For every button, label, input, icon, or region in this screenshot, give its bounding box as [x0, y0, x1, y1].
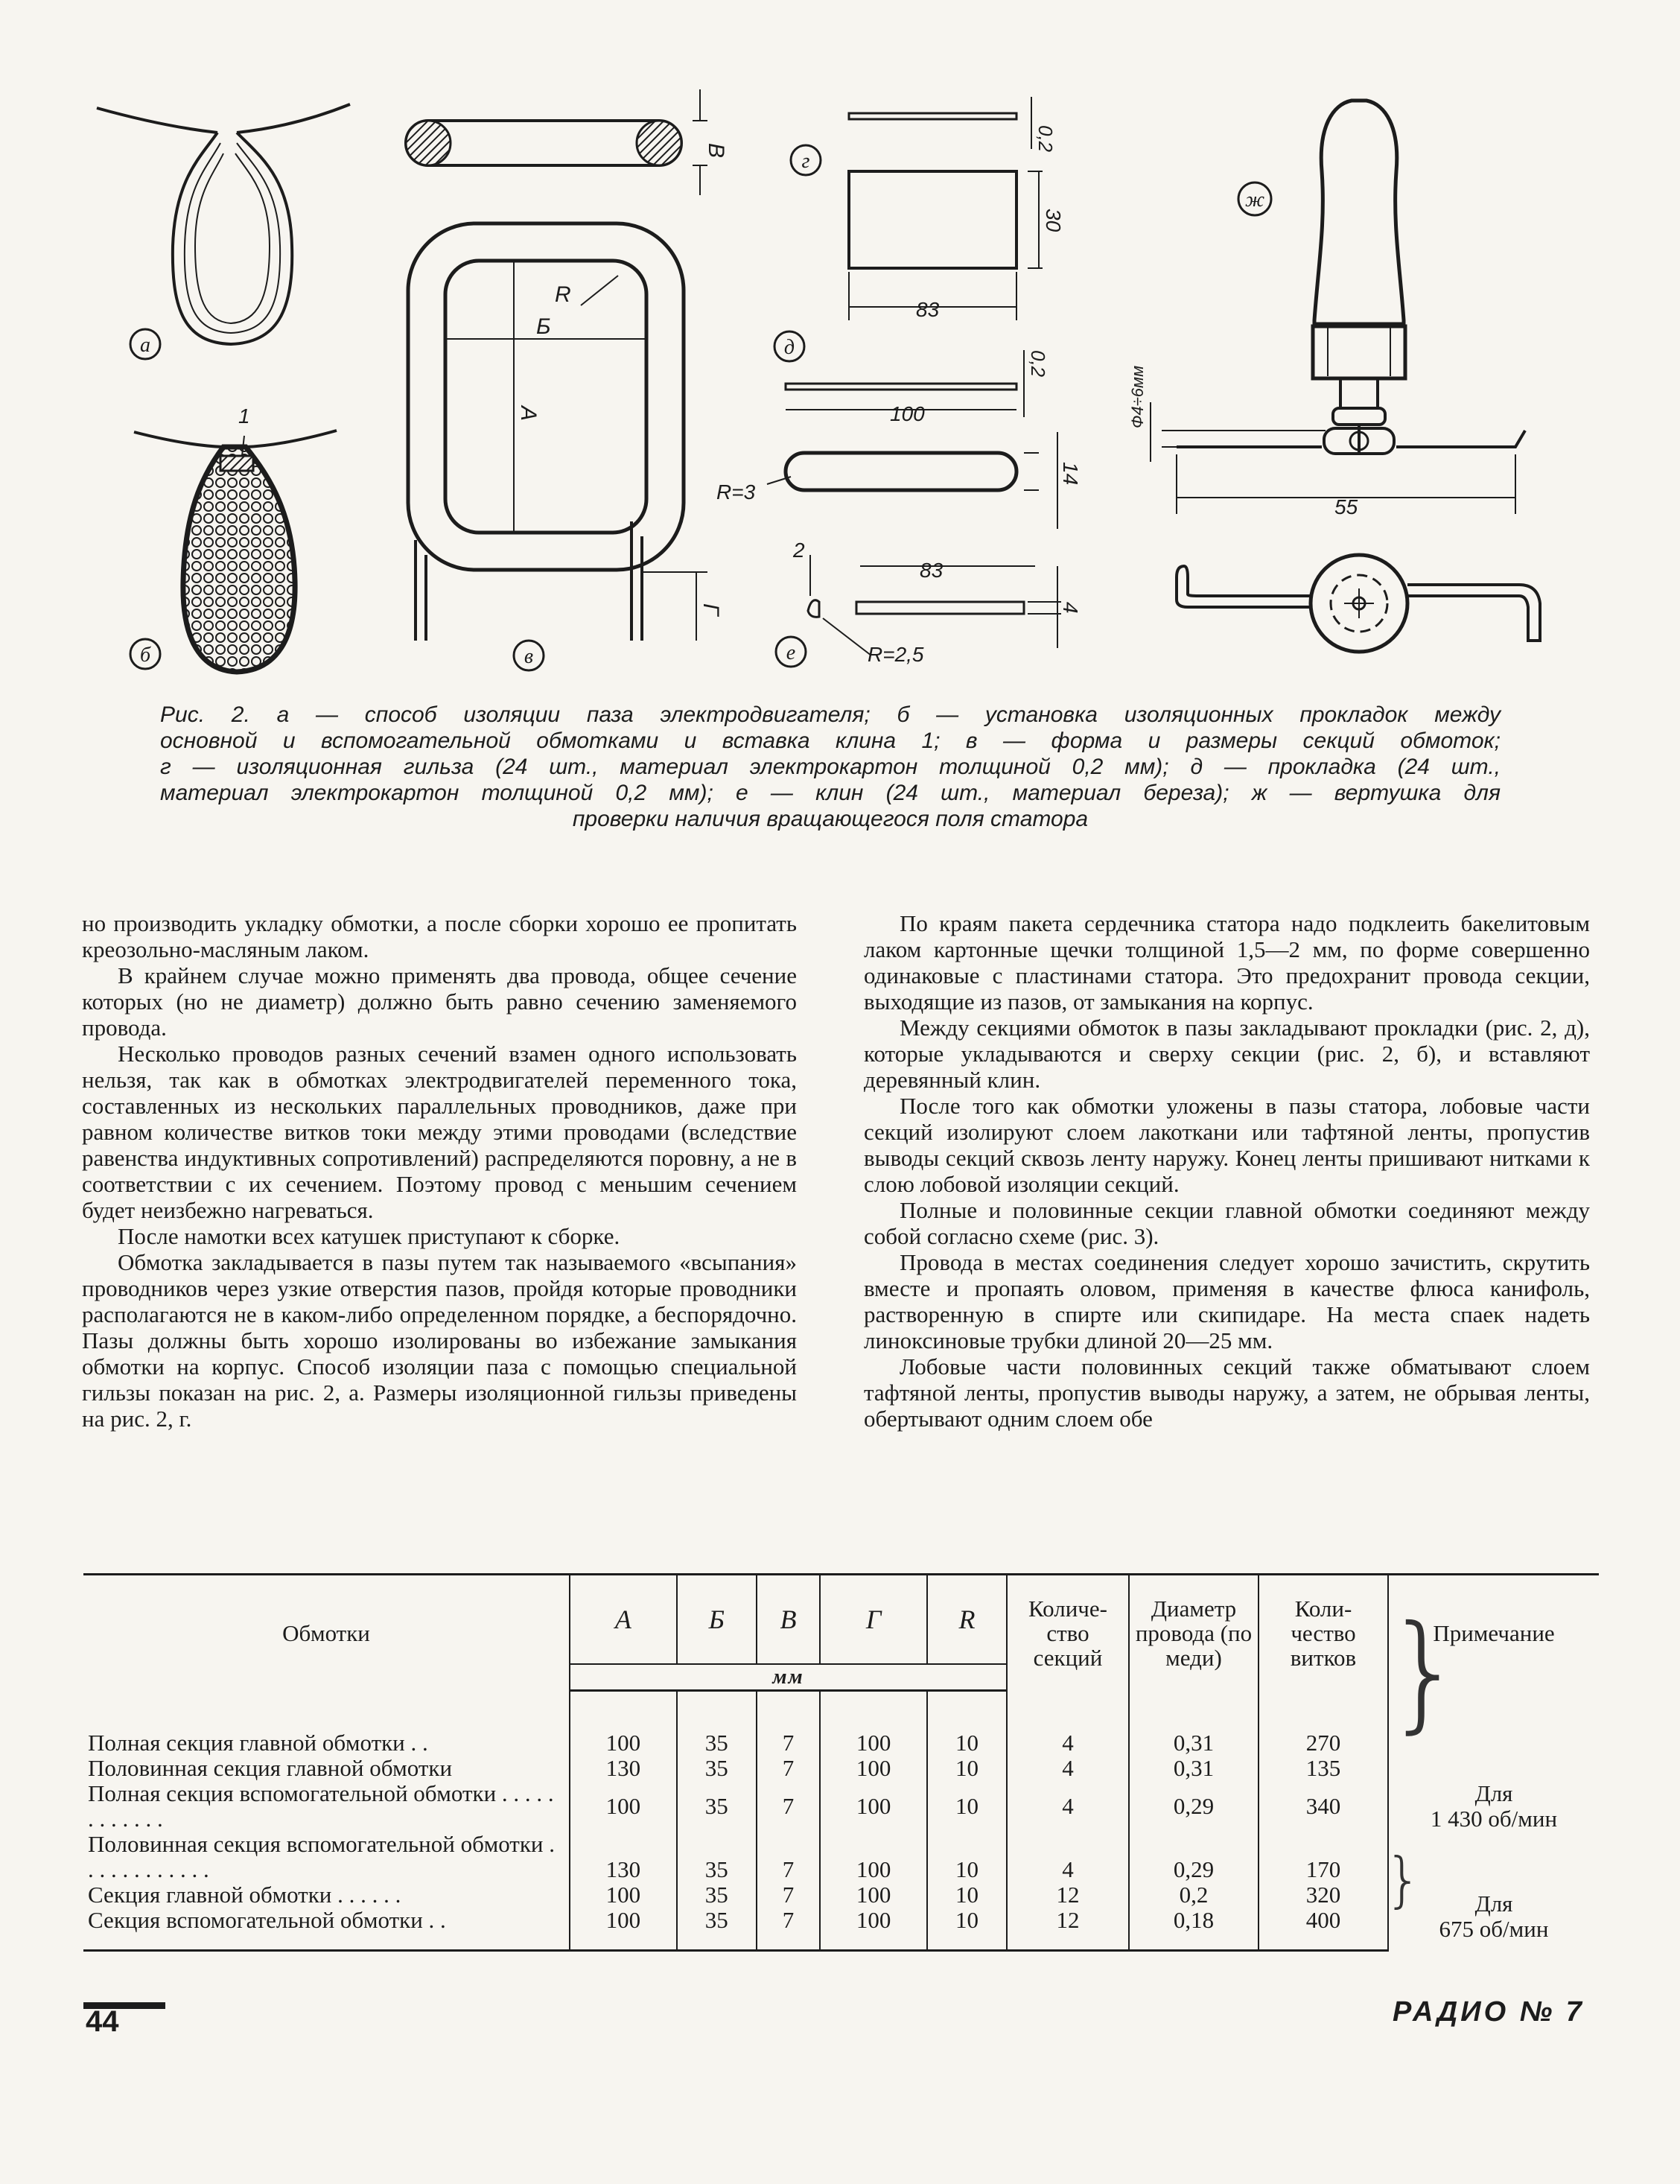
cell: Полная секция вспомогательной обмотки . . . . . . . . . . . . — [88, 1780, 554, 1832]
table-row — [83, 1882, 1599, 1908]
col-header-b: Б — [677, 1575, 757, 1665]
cell: 4 — [1007, 1832, 1129, 1882]
table-row — [83, 1781, 1599, 1832]
col-header-diameter: Диаметр провода (по меди) — [1129, 1575, 1259, 1691]
figure-caption — [160, 702, 1501, 832]
cell: 7 — [757, 1908, 821, 1951]
cell: 10 — [927, 1730, 1007, 1756]
text-column-right — [864, 910, 1590, 1432]
cell: 35 — [677, 1882, 757, 1908]
page-number: 44 — [86, 2005, 119, 2038]
cell: 100 — [820, 1781, 927, 1832]
fig-d-separator — [716, 331, 1082, 529]
svg-text:83: 83 — [916, 298, 940, 321]
cell: Полная секция главной обмотки . . — [88, 1730, 428, 1756]
cell: Половинная секция вспомогательной обмотки . . . . . . . . . . . . — [88, 1831, 555, 1882]
note-line: Для — [1474, 1780, 1513, 1806]
note-line: Для — [1474, 1890, 1513, 1917]
svg-text:R: R — [555, 282, 571, 307]
cell: 4 — [1007, 1756, 1129, 1781]
cell: 100 — [820, 1908, 927, 1951]
col-header-a: А — [570, 1575, 677, 1665]
caption-line: Рис. 2. а — способ изоляции паза электродвигателя; б — установка изоляционных прокладок между — [160, 702, 1501, 727]
unit-label: мм — [570, 1664, 1007, 1691]
cell: 7 — [757, 1730, 821, 1756]
cell: 0,31 — [1129, 1756, 1259, 1781]
svg-text:100: 100 — [890, 402, 925, 425]
fig-a-slot-insulation — [97, 104, 350, 344]
paragraph: В крайнем случае можно применять два провода, общее сечение которых (но не диаметр) должно быть равно сечению заменяемого провода. — [82, 962, 797, 1041]
cell: Секция главной обмотки . . . . . . — [88, 1882, 401, 1908]
brace-icon: } — [1384, 1845, 1422, 1914]
svg-text:Б: Б — [536, 314, 551, 339]
svg-text:в: в — [524, 645, 534, 668]
paragraph: Несколько проводов разных сечений взамен одного использовать нельзя, так как в обмотках электродвигателей переменного тока, составленных из нескольких параллельных проводников, даже при равном количестве витков токи между этими проводами (вследствие равенства индуктивных сопротивлений) распределяются поровну, а не в соответствии с их сечением. Поэтому провод с меньшим сечением будет неизбежно нагреваться. — [82, 1041, 797, 1223]
cell: 320 — [1259, 1882, 1388, 1908]
cell: 100 — [570, 1908, 677, 1951]
cell: 0,29 — [1129, 1832, 1259, 1882]
cell: 100 — [570, 1882, 677, 1908]
paragraph: Обмотка закладывается в пазы путем так называемого «всыпания» проводников через узкие отверстия пазов, пройдя которые проводники располагаются не в каком-либо определенном порядке, а беспорядочно. Пазы должны быть хорошо изолированы во избежание замыкания обмотки на корпус. Способ изоляции паза с помощью специальной гильзы показан на рис. 2, а. Размеры изоляционной гильзы приведены на рис. 2, г. — [82, 1249, 797, 1432]
cell: 35 — [677, 1730, 757, 1756]
text-column-left — [82, 910, 797, 1432]
col-header-note: Примечание — [1388, 1575, 1599, 1691]
cell: 100 — [820, 1756, 927, 1781]
cell: 4 — [1007, 1781, 1129, 1832]
cell: 100 — [820, 1832, 927, 1882]
winding-table — [83, 1573, 1599, 1952]
paragraph: По краям пакета сердечника статора надо подклеить бакелитовым лаком картонные щечки толщиной 1,5—2 мм, по форме совершенно одинаковые с пластинами статора. Это предохранит провода секции, выходящие из пазов, от замыкания на корпус. — [864, 910, 1590, 1015]
cell: 7 — [757, 1781, 821, 1832]
table-row — [83, 1730, 1599, 1756]
cell: 7 — [757, 1756, 821, 1781]
letter-b — [130, 639, 160, 669]
figure-2 — [0, 0, 1680, 693]
col-header-name: Обмотки — [83, 1575, 570, 1691]
cell: 10 — [927, 1832, 1007, 1882]
svg-text:R=2,5: R=2,5 — [868, 643, 924, 666]
table-row — [83, 1908, 1599, 1951]
svg-text:Г: Г — [699, 603, 723, 616]
table-row — [83, 1832, 1599, 1882]
svg-text:0,2: 0,2 — [1034, 125, 1057, 153]
cell: 130 — [570, 1832, 677, 1882]
letter-a — [130, 329, 160, 359]
journal-name: РАДИО № 7 — [1393, 1996, 1585, 2028]
fig-e-wedge — [776, 539, 1082, 667]
note-line: 675 об/мин — [1439, 1915, 1549, 1942]
cell: 10 — [927, 1908, 1007, 1951]
cell: 10 — [927, 1756, 1007, 1781]
svg-text:А: А — [516, 406, 541, 422]
paragraph: Между секциями обмоток в пазы закладывают прокладки (рис. 2, д), которые укладываются и сверху секции (рис. 2, б), и вставляют деревянный клин. — [864, 1015, 1590, 1093]
cell: 7 — [757, 1882, 821, 1908]
caption-line: основной и вспомогательной обмотками и вставка клина 1; в — форма и размеры секций обмоток; — [160, 728, 1501, 753]
cell: 100 — [570, 1730, 677, 1756]
cell: 35 — [677, 1781, 757, 1832]
svg-text:б: б — [139, 644, 151, 667]
cell: 100 — [820, 1882, 927, 1908]
paragraph: но производить укладку обмотки, а после сборки хорошо ее пропитать креозольно-масляным лаком. — [82, 910, 797, 962]
cell: 400 — [1259, 1908, 1388, 1951]
cell: 12 — [1007, 1882, 1129, 1908]
svg-text:R=3: R=3 — [716, 480, 756, 504]
col-header-turns: Коли-чество витков — [1259, 1575, 1388, 1691]
cell: 270 — [1259, 1730, 1388, 1756]
paragraph: После намотки всех катушек приступают к сборке. — [118, 1223, 620, 1249]
caption-line: г — изоляционная гильза (24 шт., материал электрокартон толщиной 0,2 мм); д — прокладка (24 шт., — [160, 755, 1501, 779]
table-row — [83, 1756, 1599, 1781]
svg-text:4: 4 — [1059, 602, 1082, 614]
cell: 340 — [1259, 1781, 1388, 1832]
cell: 0,18 — [1129, 1908, 1259, 1951]
cell: 100 — [820, 1730, 927, 1756]
fig-b-slot-with-wedge — [134, 404, 337, 672]
svg-text:83: 83 — [920, 559, 944, 582]
svg-text:Ф4÷6мм: Ф4÷6мм — [1128, 365, 1147, 428]
col-header-g: Г — [820, 1575, 927, 1665]
svg-text:е: е — [786, 641, 796, 664]
paragraph: Лобовые части половинных секций также обматывают слоем тафтяной ленты, пропустив выводы наружу, а затем, не обрывая ленты, обертывают одним слоем обе — [864, 1353, 1590, 1432]
cell: 35 — [677, 1908, 757, 1951]
cell: 4 — [1007, 1730, 1129, 1756]
fig-g-insulation-sleeve — [791, 97, 1065, 321]
letter-v — [514, 641, 544, 670]
col-header-sections: Количе-ство секций — [1007, 1575, 1129, 1691]
cell: 35 — [677, 1756, 757, 1781]
cell: 170 — [1259, 1832, 1388, 1882]
note-line: 1 430 об/мин — [1430, 1806, 1558, 1832]
cell: 0,31 — [1129, 1730, 1259, 1756]
cell: 130 — [570, 1756, 677, 1781]
brace-icon: } — [1384, 1599, 1466, 1746]
svg-text:55: 55 — [1334, 495, 1358, 518]
svg-text:1: 1 — [238, 404, 250, 428]
svg-text:а: а — [140, 334, 150, 357]
svg-text:0,2: 0,2 — [1027, 350, 1049, 378]
col-header-v: В — [757, 1575, 821, 1665]
paragraph: Провода в местах соединения следует хорошо зачистить, скрутить вместе и пропаять оловом, применяя в качестве флюса канифоль, растворенную в спирте или скипидаре. На места спаек надеть линоксиновые трубки длиной 20—25 мм. — [864, 1249, 1590, 1353]
svg-text:В: В — [704, 143, 728, 159]
caption-line: проверки наличия вращающегося поля статора — [572, 807, 1089, 831]
cell: 0,2 — [1129, 1882, 1259, 1908]
note-cell-675 — [1384, 1845, 1599, 1951]
svg-text:30: 30 — [1042, 209, 1065, 232]
cell: 7 — [757, 1832, 821, 1882]
cell: 100 — [570, 1781, 677, 1832]
svg-text:2: 2 — [793, 539, 805, 562]
cell: 0,29 — [1129, 1781, 1259, 1832]
svg-text:г: г — [801, 150, 810, 173]
caption-line: материал электрокартон толщиной 0,2 мм); е — клин (24 шт., материал береза); ж — вертушка для — [160, 781, 1501, 805]
svg-text:ж: ж — [1244, 188, 1265, 212]
cell: 10 — [927, 1882, 1007, 1908]
svg-text:14: 14 — [1059, 462, 1082, 486]
fig-v-coil-form — [406, 89, 728, 641]
paragraph: После того как обмотки уложены в пазы статора, лобовые части секций изолируют слоем лакоткани или тафтяной ленты, пропустив выводы секций сквозь ленту наружу. Конец ленты пришивают нитками к слою лобовой изоляции секций. — [864, 1093, 1590, 1197]
fig-zh-spinner — [1128, 101, 1540, 652]
cell: Половинная секция главной обмотки — [88, 1755, 453, 1781]
col-header-r: R — [927, 1575, 1007, 1665]
svg-text:д: д — [783, 336, 795, 359]
paragraph: Полные и половинные секции главной обмотки соединяют между собой согласно схеме (рис. 3). — [864, 1197, 1590, 1249]
cell: 10 — [927, 1781, 1007, 1832]
cell: 12 — [1007, 1908, 1129, 1951]
cell: 35 — [677, 1832, 757, 1882]
cell: 135 — [1259, 1756, 1388, 1781]
cell: Секция вспомогательной обмотки . . — [83, 1908, 570, 1951]
